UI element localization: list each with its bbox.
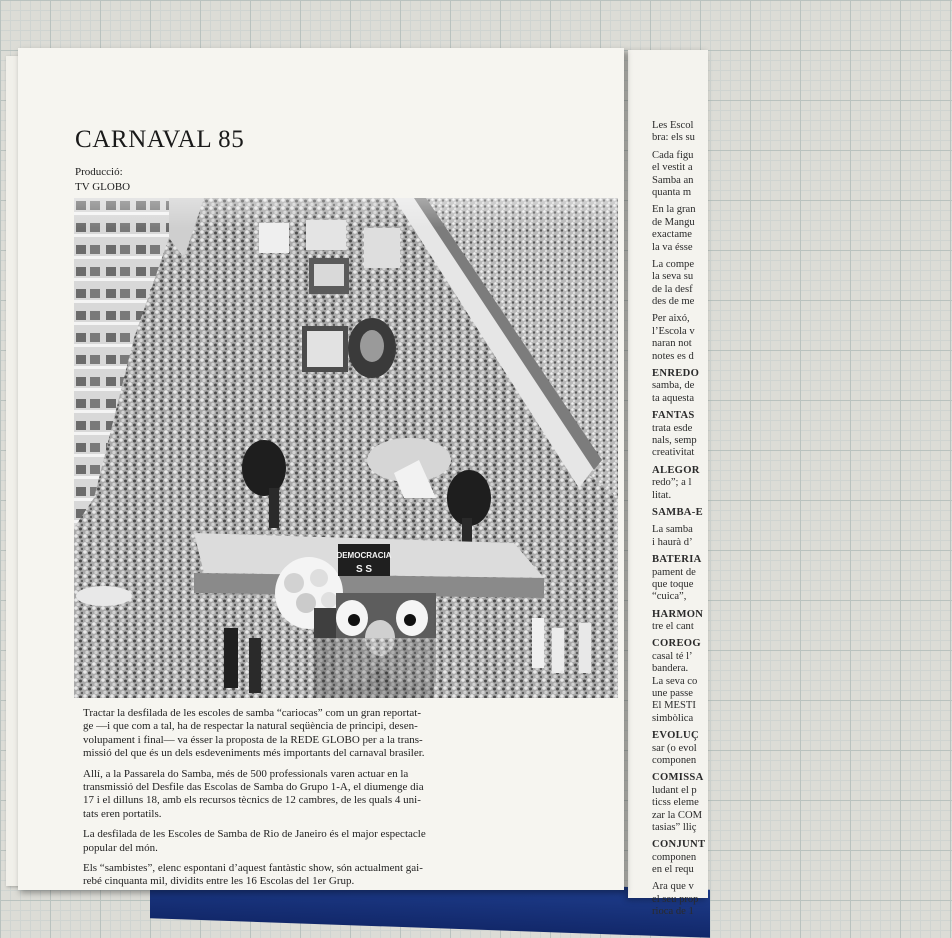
right-page-line: el vestit a [652,162,693,174]
right-page-heading: ALEGOR [652,464,700,476]
right-page-line: Les Escol [652,120,694,131]
right-page-heading: ENREDO [652,368,700,380]
right-page-line: componen [652,851,697,863]
right-page-line: naran not [652,338,692,350]
right-page-heading: FANTAS [652,410,695,422]
right-page-line: sar (o evol [652,742,697,754]
right-page-heading: COMISSA [652,772,704,784]
right-page-line: trata esde [652,422,693,434]
right-page-line: La samba [652,524,693,536]
right-page-line: ludant el p [652,784,697,796]
right-page-line: Per aixó, [652,313,690,325]
article-body [83,707,613,896]
right-page-heading: EVOLUÇ [652,730,699,742]
right-page-line: de la desf [652,283,693,295]
right-page-heading: CONJUNT [652,839,706,851]
right-page-line: La compe [652,258,695,270]
right-page-line: litat. [652,489,672,501]
right-page-line: que toque [652,578,694,590]
right-page-line: exactame [652,229,692,241]
right-page-line: ticss eleme [652,797,699,809]
right-page-line: Ara que v [652,881,694,893]
right-page-line: zar la COM [652,809,703,821]
right-page-line: de Mangu [652,216,695,228]
right-page-line: quanta m [652,186,692,198]
body-line: Els “sambistes”, elenc espontani d’aquest fantàstic show, són actualment gai- [83,862,423,875]
right-page-line: simbòlica [652,712,694,724]
right-page-line: une passe [652,688,693,700]
body-line: missió del que és un dels esdeveniments més importants del carnaval brasiler. [83,747,425,760]
right-page-line: En la gran [652,204,696,216]
right-page-heading: COREOG [652,638,701,650]
body-line: ge —i que com a tal, ha de respectar la natural seqüència de principi, desen- [83,720,418,733]
article-title: CARNAVAL 85 [75,126,245,153]
right-page-line: tre el cant [652,621,694,633]
magazine-page [18,48,624,890]
right-page-line: “cuica”, [652,591,687,603]
body-paragraph [83,707,613,761]
producer-label: Producció: [75,166,123,178]
right-page-line: des de me [652,296,695,308]
right-page-line: Samba an [652,174,694,186]
body-line: volupament i final— va ésser la proposta de la REDE GLOBO per a la trans- [83,733,423,746]
right-page-line: la va ésse [652,241,693,253]
right-page-line: tasias” lliç [652,821,697,833]
right-page-line: rioca de 1 [652,906,694,918]
carnival-photo [74,198,618,698]
right-page-line: bandera. [652,663,689,675]
right-page-line: notes es d [652,350,694,362]
body-line: tats eren portatils. [83,807,162,820]
producer-credit [75,165,130,195]
right-page-line: casal té l’ [652,650,693,662]
right-page-heading: HARMON [652,608,704,620]
right-page-line: la seva su [652,271,694,283]
right-page [628,50,708,918]
right-page-line: creativitat [652,447,695,459]
right-page-line: Cada figu [652,149,694,161]
photo-sign-text: S S [355,564,373,575]
right-page-line: componen [652,754,697,766]
right-page-line: i haurà d’ [652,536,693,548]
right-page-line: en el requ [652,864,694,876]
right-page-line: redo”; a l [652,477,692,489]
body-line: Tractar la desfilada de les escoles de samba “cariocas” com un gran reportat- [83,707,421,719]
right-page-line: samba, de [652,380,695,392]
body-paragraph [83,768,613,822]
right-page-line: el seu prop [652,893,699,905]
right-page-line: pament de [652,566,696,578]
body-paragraph [83,828,613,855]
right-page-heading: SAMBA-E [652,506,703,518]
body-line: popular del món. [83,841,158,854]
body-line: 17 i el dilluns 18, amb els recursos tècnics de 12 cambres, de les quals 4 uni- [83,794,421,807]
body-line: Allí, a la Passarela do Samba, més de 500 professionals varen actuar en la [83,767,409,780]
producer-name: TV GLOBO [75,181,131,193]
right-page-line: La seva co [652,675,698,687]
photo-banner-text: DEMOCRACIA [336,551,392,560]
right-page-line: El MESTI [652,700,696,712]
body-line: rebé cinquanta mil, dividits entre les 16 Escolas del 1er Grup. [83,875,355,888]
right-page-line: l’Escola v [652,325,695,337]
body-line: La desfilada de les Escoles de Samba de Rio de Janeiro és el major espectacle [83,828,426,841]
body-paragraph [83,862,613,889]
right-page-text [652,120,952,919]
body-line: transmissió del Desfile das Escolas de Samba do Grupo 1-A, el diumenge dia [83,781,424,794]
right-page-heading: BATERIA [652,554,702,566]
right-page-line: nals, semp [652,434,697,446]
right-page-line: ta aquesta [652,392,695,404]
right-page-line: bra: els su [652,132,695,144]
